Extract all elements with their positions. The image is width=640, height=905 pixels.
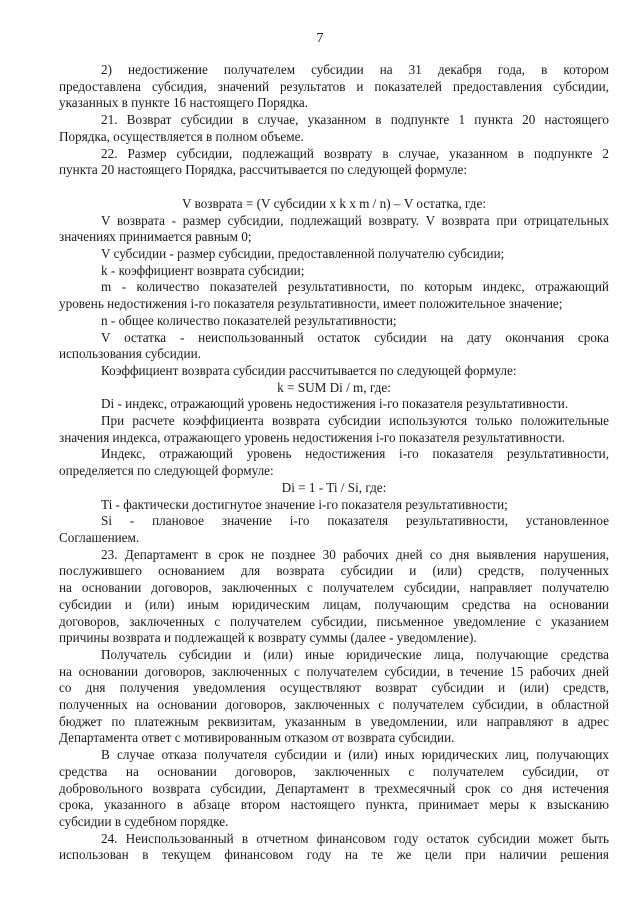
formula-return: V возврата = (V субсидии x k x m / n) – V остатка, где: xyxy=(181,195,487,211)
text-line: средства на основании договоров, заключенных с получателем субсидии, от xyxy=(59,763,609,779)
text-line: субсидии в судебном порядке. xyxy=(59,813,229,829)
text-line: послужившего основанием для возврата субсидии и (или) средств, полученных xyxy=(59,563,609,579)
paragraph xyxy=(59,413,609,446)
text-line: использования субсидии. xyxy=(59,346,201,362)
paragraph xyxy=(59,647,609,747)
text-line: V остатка - неиспользованный остаток субсидии на дату окончания срока xyxy=(101,329,609,345)
text-line: При расчете коэффициента возврата субсидии используются только положительные xyxy=(101,413,609,429)
section-k-explanation xyxy=(59,396,609,480)
paragraph xyxy=(59,747,609,831)
text-line: Ti - фактически достигнутое значение i-го показателя результативности; xyxy=(101,496,508,512)
page-number: 7 xyxy=(316,31,324,46)
paragraph xyxy=(59,313,609,330)
paragraph xyxy=(59,363,609,380)
text-line: договоров, заключенных с получателем субсидии, письменное уведомление с указанием xyxy=(59,613,609,629)
paragraph xyxy=(59,446,609,479)
document-body xyxy=(59,62,609,864)
paragraph xyxy=(59,279,609,312)
text-line: пункта 20 настоящего Порядка, рассчитывается по следующей формуле: xyxy=(59,162,468,178)
text-line: уровень недостижения i-го показателя результативности, имеет положительное значение; xyxy=(59,296,563,312)
paragraph xyxy=(59,62,609,112)
formula-k: k = SUM Di / m, где: xyxy=(277,379,391,395)
text-line: добровольного возврата субсидии, Департамент в трехмесячный срок со дня истечения xyxy=(59,780,609,796)
text-line: причины возврата и подлежащей к возврату суммы (далее - уведомление). xyxy=(59,630,477,646)
paragraph xyxy=(59,112,609,145)
text-line: k - коэффициент возврата субсидии; xyxy=(101,262,305,278)
section-closing xyxy=(59,547,609,864)
text-line: m - количество показателей результативности, по которым индекс, отражающий xyxy=(101,279,609,295)
section-di-explanation xyxy=(59,497,609,547)
text-line: 23. Департамент в срок не позднее 30 рабочих дней со дня выявления нарушения, xyxy=(101,546,609,562)
text-line: субсидии и (или) иным юридическим лицам, получающим средства на основании xyxy=(59,596,609,612)
text-line: указанных в пункте 16 настоящего Порядка. xyxy=(59,95,309,111)
section-definitions xyxy=(59,213,609,380)
text-line: на основании договоров, заключенных с получателем субсидии, в течение 15 рабочих дней xyxy=(59,663,609,679)
text-line: предоставлена субсидия, значений результатов и показателей предоставления субсидии, xyxy=(59,78,609,94)
text-line: 21. Возврат субсидии в случае, указанном в подпункте 1 пункта 20 настоящего xyxy=(101,112,609,128)
text-line: со дня получения уведомления осуществляют возврат субсидии и (или) средств, xyxy=(59,680,609,696)
paragraph xyxy=(59,396,609,413)
text-line: полученных на основании договоров, заключенных с получателем субсидии, в областной xyxy=(59,697,609,713)
text-line: использован в текущем финансовом году на те же цели при наличии решения xyxy=(59,847,609,863)
text-line: Индекс, отражающий уровень недостижения i-го показателя результативности, xyxy=(101,446,609,462)
text-line: Соглашением. xyxy=(59,529,140,545)
paragraph xyxy=(59,497,609,514)
text-line: 24. Неиспользованный в отчетном финансовом году остаток субсидии может быть xyxy=(101,830,609,846)
paragraph xyxy=(59,263,609,280)
text-line: Si - плановое значение i-го показателя результативности, установленное xyxy=(101,513,609,529)
text-line: определяется по следующей формуле: xyxy=(59,463,274,479)
text-line: В случае отказа получателя субсидии и (или) иных юридических лиц, получающих xyxy=(101,747,609,763)
paragraph xyxy=(59,213,609,246)
formula-di: Di = 1 - Ti / Si, где: xyxy=(281,479,387,495)
text-line: срока, указанного в абзаце втором настоящего пункта, принимает меры к взысканию xyxy=(59,797,609,813)
text-line: Коэффициент возврата субсидии рассчитывается по следующей формуле: xyxy=(101,362,517,378)
paragraph xyxy=(59,547,609,647)
paragraph xyxy=(59,246,609,263)
section-items xyxy=(59,62,609,179)
text-line: 22. Размер субсидии, подлежащий возврату в случае, указанном в подпункте 2 xyxy=(101,145,609,161)
text-line: значения индекса, отражающего уровень недостижения i-го показателя результативности. xyxy=(59,429,565,445)
paragraph xyxy=(59,831,609,864)
text-line: V субсидии - размер субсидии, предоставленной получателю субсидии; xyxy=(101,246,505,262)
paragraph xyxy=(59,330,609,363)
text-line: Получатель субсидии и (или) иные юридические лица, получающие средства xyxy=(101,646,609,662)
paragraph xyxy=(59,146,609,179)
text-line: на основании договоров, заключенных с получателем субсидии, направляет получателю xyxy=(59,580,609,596)
text-line: Департамента ответ с мотивированным отказом от возврата субсидии. xyxy=(59,730,455,746)
text-line: бюджет по платежным реквизитам, указанным в уведомлении, или направляют в адрес xyxy=(59,713,609,729)
text-line: Di - индекс, отражающий уровень недостижения i-го показателя результативности. xyxy=(101,396,569,412)
text-line: V возврата - размер субсидии, подлежащий возврату. V возврата при отрицательных xyxy=(101,212,609,228)
text-line: n - общее количество показателей результативности; xyxy=(101,312,397,328)
text-line: значениях принимается равным 0; xyxy=(59,229,252,245)
paragraph xyxy=(59,513,609,546)
text-line: Порядка, осуществляется в полном объеме. xyxy=(59,128,304,144)
text-line: 2) недостижение получателем субсидии на 31 декабря года, в котором xyxy=(101,62,609,77)
